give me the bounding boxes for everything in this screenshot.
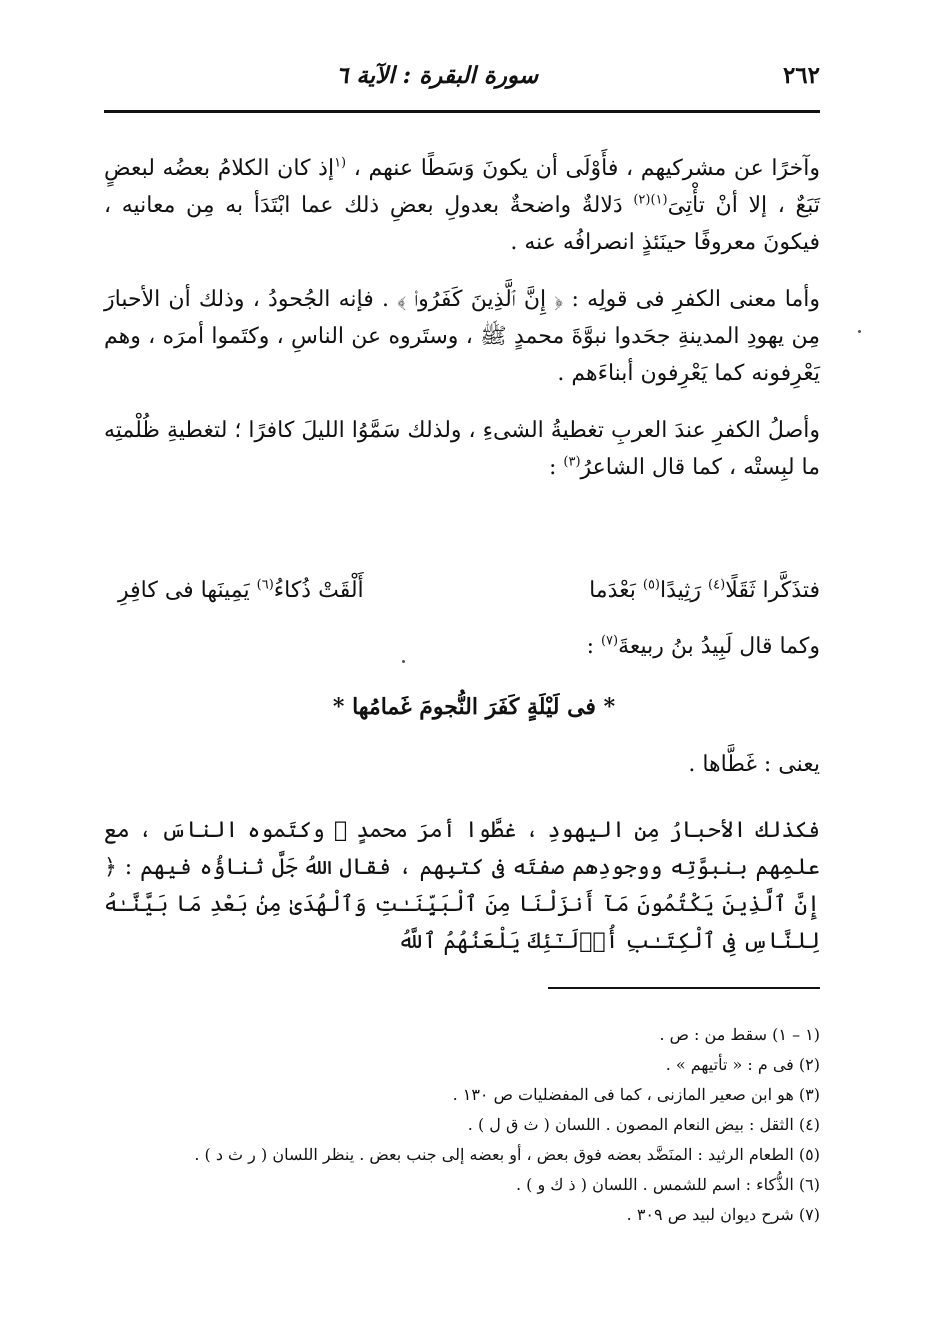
verse-first-hemistich — [589, 578, 820, 603]
footnote-ref-4: (٤) — [708, 577, 726, 593]
running-title: سورة البقرة : الآية ٦ — [336, 62, 539, 89]
verse-explanation: يعنى : غَطَّاها . — [688, 752, 820, 777]
footnotes — [120, 1020, 820, 1230]
paragraph-2: وأما معنى الكفرِ فى قولِه : ﴿ إِنَّ ٱلَّذِينَ كَفَرُوا۟ ﴾ . فإنه الجُحودُ ، وذلك أن الأحبارَ مِن يهودِ المدينةِ جحَدوا نبوَّةَ محمدٍ ﷺ ، وستَروه عن الناسِ ، وكتَموا أمرَه ، وهم يَعْرِفونه كما يَعْرِفون أبناءَهم . — [104, 287, 820, 386]
scan-speck — [402, 660, 405, 663]
footnote-3: (٣) هو ابن صعير المازنى ، كما فى المفضليات ص ١٣٠ . — [452, 1085, 820, 1104]
labid-verse: * فى لَيْلَةٍ كَفَرَ النُّجومَ غَمامُها * — [332, 694, 616, 720]
verse-right-text-c: بَعْدَما — [589, 578, 643, 603]
paragraph-3 — [104, 412, 820, 486]
paragraph-1 — [104, 150, 820, 261]
paragraph-1-text-b: إذ كان الكلامُ بعضُه لبعضٍ تَبَعٌ ، إلا أنْ تأْتِىَ — [104, 156, 820, 218]
paragraph-1-text-c: دَلالةٌ واضحةٌ بعدولِ بعضِ ذلك عما ابْتَدَأ به مِن معانيه ، فيكونَ معروفًا حينَئذٍ انصرافُه عنه . — [104, 193, 820, 255]
footnote-ref-6: (٦) — [256, 577, 274, 593]
main-text-bottom — [104, 812, 820, 960]
footnote-ref-1: (١ — [334, 155, 347, 171]
verse-right-text-b: رَثِيدًا — [660, 578, 709, 603]
page-header — [104, 62, 820, 102]
footnote-6: (٦) الذُّكاء : اسم للشمس . اللسان ( ذ ك و ) . — [515, 1175, 820, 1194]
paragraph-3-text: وأصلُ الكفرِ عندَ العربِ تغطيةُ الشىءِ ، ولذلك سَمَّوُا الليلَ كافرًا ؛ لتغطيةِ ظُلْمتِه ما لبِستْه ، كما قال الشاعرُ — [104, 418, 820, 480]
footnote-ref-7: (٧) — [600, 633, 619, 649]
footnote-ref-2: (١)(٢) — [633, 192, 668, 208]
footnote-ref-3: (٣) — [563, 454, 581, 470]
verse-left-text-a: أَلْقَتْ ذُكاءُ — [273, 578, 364, 603]
scan-speck — [858, 330, 861, 333]
labid-intro — [587, 634, 820, 659]
paragraph-4: فكذلك الأحبارُ مِن اليهودِ ، غطَّوا أمرَ محمدٍ ﷺ وكتَموه الناسَ ، مع علمِهم بنبوَّتِه ووجودِهم صفتَه فى كتبِهم ، فقال اللهُ جَلَّ ثناؤُه فيهم : ﴿ إِنَّ ٱلَّذِينَ يَكْتُمُونَ مَآ أَنزَلْنَا مِنَ ٱلْبَيِّنَـٰتِ وَٱلْهُدَىٰ مِنۢ بَعْدِ مَا بَيَّنَّـٰهُ لِلنَّاسِ فِى ٱلْكِتَـٰبِ أُو۟لَـٰٓئِكَ يَلْعَنُهُمُ ٱللَّهُ — [104, 818, 820, 954]
footnote-ref-5: (٥) — [642, 577, 660, 593]
main-text-top — [104, 150, 820, 486]
footnote-4: (٤) الثقل : بيض النعام المصون . اللسان ( ث ق ل ) . — [467, 1115, 820, 1134]
paragraph-1-text-a: وآخرًا عن مشركيهم ، فأَوْلَى أن يكونَ وَسَطًا عنهم ، — [346, 156, 820, 181]
footnote-1: (١ – ١) سقط من : ص . — [659, 1025, 820, 1044]
verse-left-text-b: يَمِينَها فى كافِرِ — [118, 578, 257, 603]
page-number: ٢٦٢ — [782, 62, 820, 89]
labid-intro-text: وكما قال لَبِيدُ بنُ ربيعةَ — [618, 634, 820, 659]
paragraph-3-tail: : — [548, 455, 564, 480]
labid-intro-tail: : — [586, 634, 601, 659]
footnote-7: (٧) شرح ديوان لبيد ص ٣٠٩ . — [626, 1205, 820, 1224]
verse-second-hemistich — [118, 578, 364, 603]
header-rule — [104, 110, 820, 113]
footnote-5: (٥) الطعام الرثيد : المنَضَّد بعضه فوق بعض ، أو بعضه إلى جنب بعض . ينظر اللسان ( ر ث د ) . — [194, 1145, 820, 1164]
verse-right-text-a: فتذَكَّرا ثَقَلًا — [725, 578, 820, 603]
footnote-2: (٢) فى م : « تأتيهم » . — [665, 1055, 820, 1074]
footnote-rule — [548, 987, 820, 989]
